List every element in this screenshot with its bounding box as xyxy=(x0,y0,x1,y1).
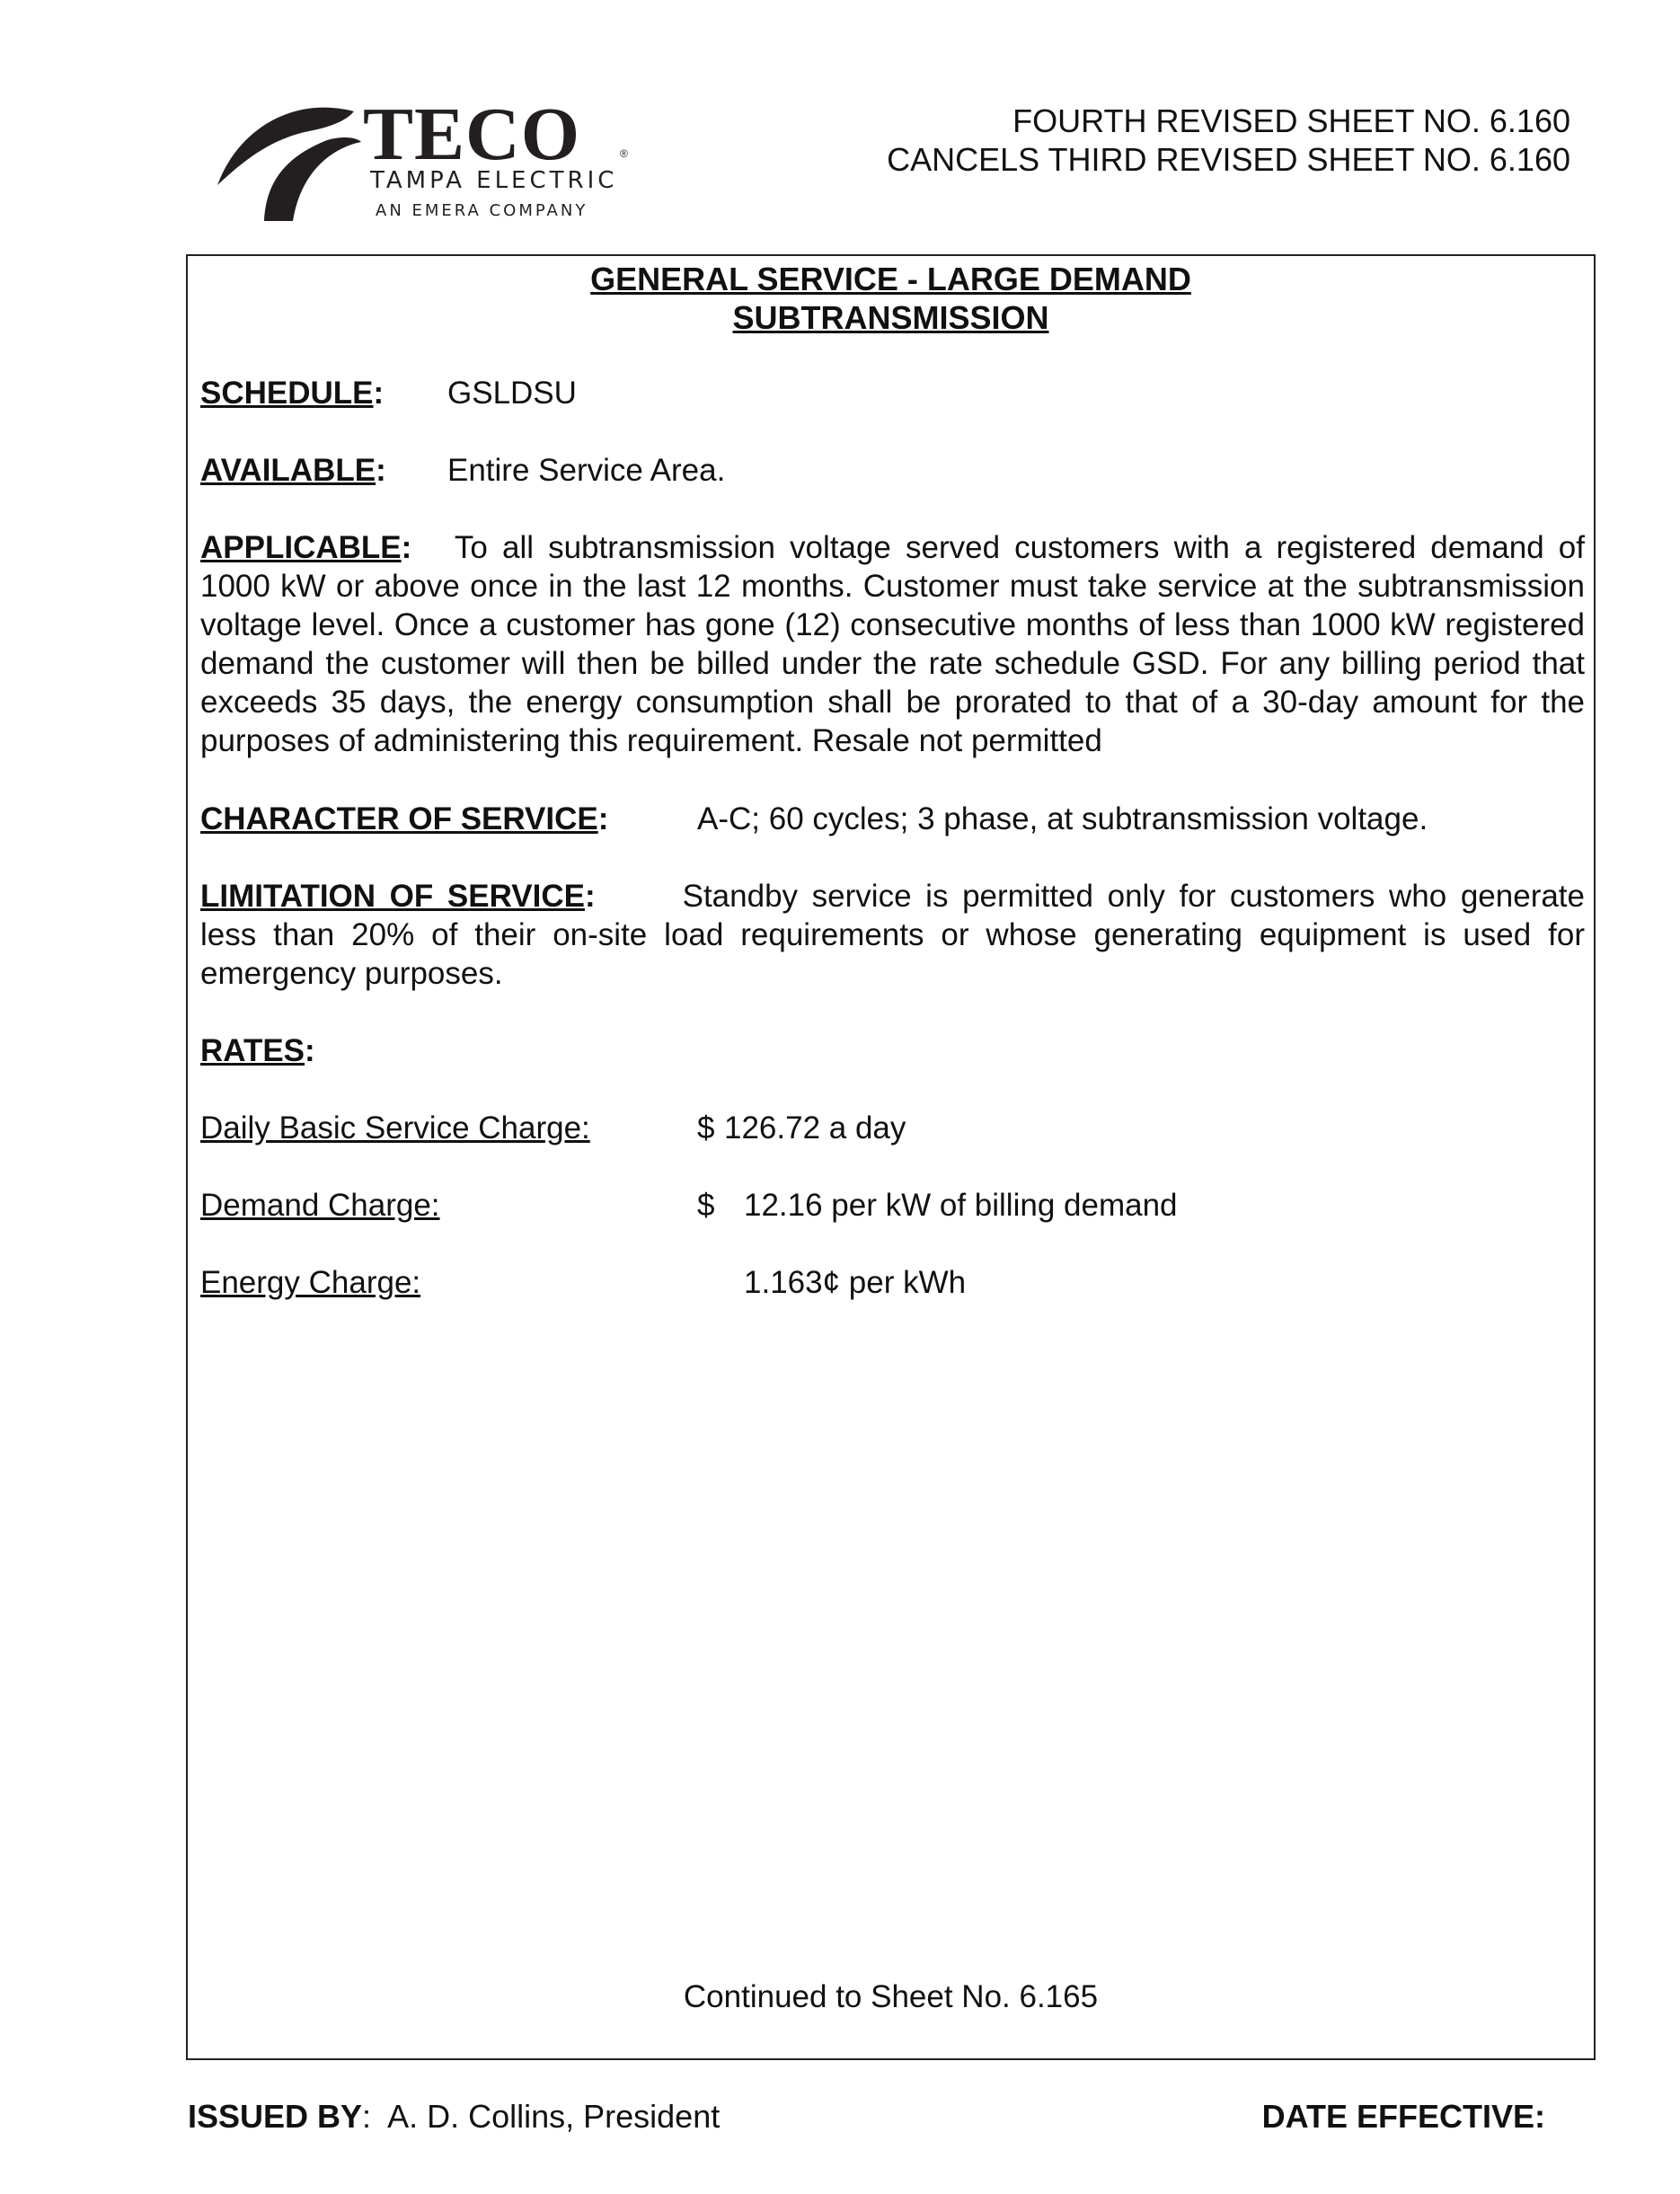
rate-energy-label: Energy Charge: xyxy=(200,1265,421,1300)
schedule-row: SCHEDULE: GSLDSU xyxy=(200,376,577,411)
logo-tagline: AN EMERA COMPANY xyxy=(376,201,588,220)
rate-demand-currency: $ xyxy=(697,1188,715,1223)
continued-note: Continued to Sheet No. 6.165 xyxy=(683,1979,1099,2014)
title-line-2: SUBTRANSMISSION xyxy=(732,299,1049,336)
teco-swoosh-icon xyxy=(210,95,363,221)
rate-basic-label: Daily Basic Service Charge: xyxy=(200,1110,590,1146)
applicable-paragraph: APPLICABLE: To all subtransmission voltage served customers with a registered demand of 1000 kW or above once in the last 12 months. Customer must take service at the subtransmission voltage level. Once a customer has gone (12) consecutive months of less than 1000 kW registered demand the customer will then be billed under the rate schedule GSD. For any billing period that exceeds 35 days, the energy consumption shall be prorated to that of a 30-day amount for the purposes of administering this requirement. Resale not permitted xyxy=(200,530,1586,758)
title-line-1: GENERAL SERVICE - LARGE DEMAND xyxy=(590,261,1191,297)
schedule-label: SCHEDULE xyxy=(200,376,374,411)
rates-label: RATES xyxy=(200,1033,305,1068)
rate-basic-value: 126.72 a day xyxy=(724,1110,906,1146)
issued-by-value: A. D. Collins, President xyxy=(387,2098,721,2135)
schedule-value: GSLDSU xyxy=(447,376,577,411)
applicable-label: APPLICABLE xyxy=(200,530,402,565)
rate-basic-currency: $ xyxy=(697,1110,715,1146)
logo-wordmark: TECO xyxy=(363,93,581,176)
available-row: AVAILABLE: Entire Service Area. xyxy=(200,453,726,488)
limitation-paragraph: LIMITATION OF SERVICE: Standby service is permitted only for customers who generate less than 20% of their on-site load requirements or whose generating equipment is used for emergency purposes. xyxy=(200,879,1586,991)
tariff-box xyxy=(186,254,1596,2060)
rate-row-basic xyxy=(200,1109,906,1147)
rate-demand-value: 12.16 per kW of billing demand xyxy=(744,1188,1178,1223)
issued-by: ISSUED BY: A. D. Collins, President xyxy=(188,2098,721,2135)
available-value: Entire Service Area. xyxy=(447,453,726,488)
rate-demand-label: Demand Charge: xyxy=(200,1188,440,1223)
sheet-cancels: CANCELS THIRD REVISED SHEET NO. 6.160 xyxy=(887,141,1570,178)
rate-row-demand xyxy=(200,1186,1178,1225)
rate-energy-value: 1.163¢ per kWh xyxy=(744,1265,967,1300)
company-logo xyxy=(210,95,677,230)
limitation-text: Standby service is permitted only for customers who generate less than 20% of their on-site load requirements or whose generating equipment is used for emergency purposes. xyxy=(200,879,1586,991)
rates-heading: RATES: xyxy=(200,1033,315,1068)
character-value: A-C; 60 cycles; 3 phase, at subtransmission voltage. xyxy=(697,801,1428,836)
applicable-text: To all subtransmission voltage served customers with a registered demand of 1000 kW or above once in the last 12 months. Customer must take service at the subtransmission voltage level. Once a customer has gone (12) consecutive months of less than 1000 kW registered demand the customer will then be billed under the rate schedule GSD. For any billing period that exceeds 35 days, the energy consumption shall be prorated to that of a 30-day amount for the purposes of administering this requirement. Resale not permitted xyxy=(200,530,1586,758)
rate-row-energy xyxy=(200,1263,967,1302)
logo-subline: TAMPA ELECTRIC xyxy=(370,167,618,194)
available-label: AVAILABLE xyxy=(200,453,376,488)
logo-registered-mark: ® xyxy=(620,147,628,160)
character-row: CHARACTER OF SERVICE: A-C; 60 cycles; 3 phase, at subtransmission voltage. xyxy=(200,801,1428,836)
issued-by-label: ISSUED BY xyxy=(188,2098,363,2135)
sheet-header xyxy=(887,102,1570,179)
date-effective-label: DATE EFFECTIVE: xyxy=(1261,2098,1545,2135)
sheet-number: FOURTH REVISED SHEET NO. 6.160 xyxy=(1012,102,1570,139)
character-label: CHARACTER OF SERVICE xyxy=(200,801,598,836)
page-title xyxy=(188,260,1594,337)
limitation-label: LIMITATION OF SERVICE xyxy=(200,879,585,914)
